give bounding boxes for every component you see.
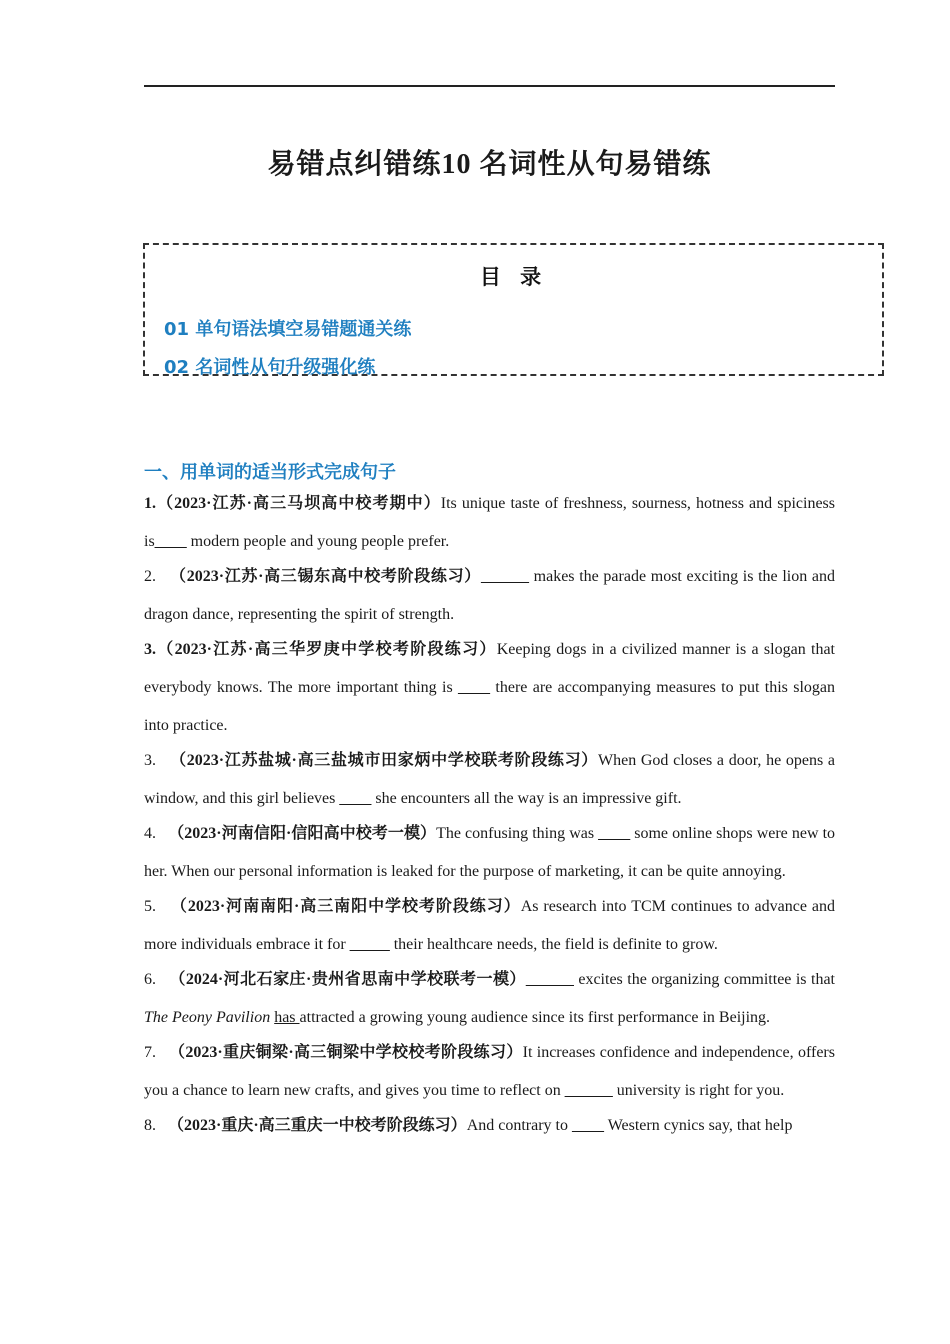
question-source: （2024·河北石家庄·贵州省思南中学校联考一模） [169, 971, 526, 988]
answer-blank[interactable]: ______ [564, 1082, 613, 1099]
question-source: （2023·江苏·高三马坝高中校考期中） [156, 495, 441, 512]
question-number: 3. [144, 641, 156, 658]
question-item [144, 558, 835, 634]
question-number: 8. [144, 1117, 156, 1134]
question-item [144, 631, 835, 745]
question-text: excites the organizing committee is that [573, 971, 835, 988]
section-heading: 一、用单词的适当形式完成句子 [144, 462, 396, 483]
question-item [144, 1107, 835, 1145]
question-number: 1. [144, 495, 156, 512]
question-source: （2023·江苏·高三华罗庚中学校考阶段练习） [156, 641, 497, 658]
table-of-contents [143, 243, 884, 376]
answer-blank[interactable]: _____ [349, 936, 390, 953]
question-source: （2023·重庆·高三重庆一中校考阶段练习） [168, 1117, 467, 1134]
toc-item-02[interactable]: 02 名词性从句升级强化练 [164, 357, 376, 378]
question-text: their healthcare needs, the field is definite to grow. [389, 936, 718, 953]
question-text: makes the parade most exciting is the lion and dragon dance, representing the spirit of strength. [144, 568, 836, 623]
question-text: Keeping dogs in a civilized manner is a slogan that everybody knows. The more important thing is [144, 641, 835, 696]
answer-blank[interactable]: ____ [572, 1117, 604, 1134]
question-text: modern people and young people prefer. [186, 533, 450, 550]
question-item [144, 961, 835, 1037]
question-source: （2023·河南信阳·信阳高中校考一模） [168, 825, 437, 842]
question-number: 6. [144, 971, 156, 988]
question-text: And contrary to [466, 1117, 572, 1134]
answer-blank[interactable]: ______ [525, 971, 574, 988]
question-source: （2023·江苏盐城·高三盐城市田家炳中学校联考阶段练习） [170, 752, 598, 769]
toc-item-01[interactable]: 01 单句语法填空易错题通关练 [164, 319, 412, 340]
document-title: 易错点纠错练10 名词性从句易错练 [267, 149, 712, 180]
work-title: The Peony Pavilion [144, 1009, 271, 1026]
top-rule [144, 85, 835, 87]
question-number: 3. [144, 752, 156, 769]
answer-blank[interactable]: ____ [598, 825, 631, 842]
question-item [144, 815, 835, 891]
question-text: The confusing thing was [436, 825, 599, 842]
question-number: 4. [144, 825, 156, 842]
question-text: When God closes a door, he opens a window, and this girl believes [144, 752, 835, 807]
question-text: some online shops were new to her. When our personal information is leaked for the purpose of marketing, it can be quite annoying. [144, 825, 836, 880]
question-text: It increases confidence and independence, offers you a chance to learn new crafts, and gives you time to reflect on [144, 1044, 835, 1099]
answer-blank[interactable]: ______ [480, 568, 529, 585]
question-item [144, 485, 835, 561]
question-text: Its unique taste of freshness, sourness, hotness and spiciness is [144, 495, 835, 550]
question-source: （2023·江苏·高三锡东高中校考阶段练习） [170, 568, 481, 585]
question-text: university is right for you. [612, 1082, 785, 1099]
answer-blank[interactable]: ____ [339, 790, 372, 807]
question-source: （2023·重庆铜梁·高三铜梁中学校校考阶段练习） [169, 1044, 523, 1061]
question-source: （2023·河南南阳·高三南阳中学校考阶段练习） [170, 898, 521, 915]
question-number: 2. [144, 568, 156, 585]
question-text: attracted a growing young audience since its first performance in Beijing. [299, 1009, 771, 1026]
toc-heading: 目 录 [479, 265, 548, 289]
answer-blank[interactable]: ____ [154, 533, 187, 550]
underlined-word: has [274, 1009, 300, 1026]
question-list [144, 485, 835, 1142]
question-text: As research into TCM continues to advance and more individuals embrace it for [144, 898, 835, 953]
question-item [144, 1034, 835, 1110]
question-text: she encounters all the way is an impressive gift. [371, 790, 682, 807]
question-text: Western cynics say, that help [604, 1117, 793, 1134]
question-text: there are accompanying measures to put this slogan into practice. [144, 679, 836, 734]
question-item [144, 742, 835, 818]
question-item [144, 888, 835, 964]
question-number: 5. [144, 898, 156, 915]
answer-blank[interactable]: ____ [458, 679, 491, 696]
question-number: 7. [144, 1044, 156, 1061]
